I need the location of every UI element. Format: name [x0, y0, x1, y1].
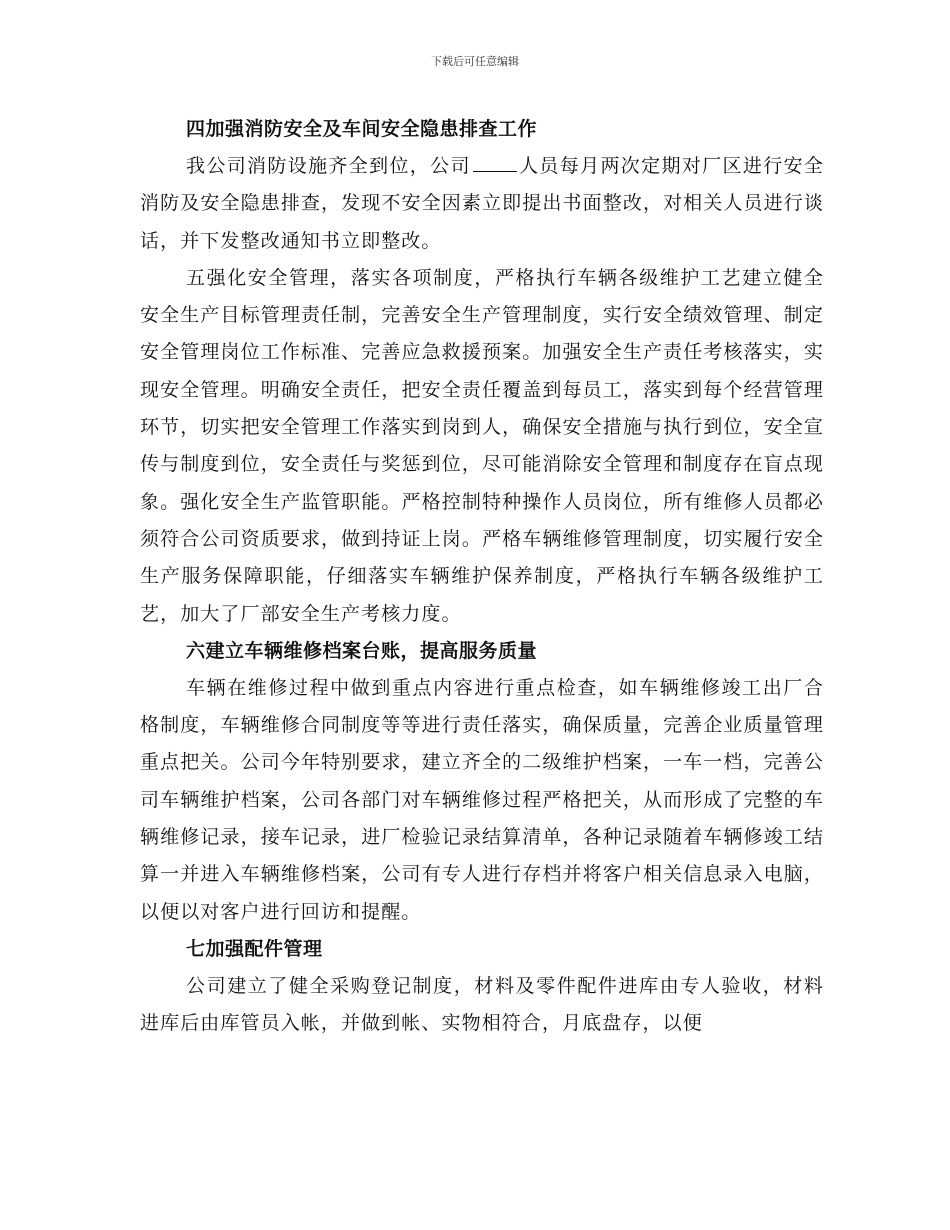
- section-heading-maintenance-records: 六建立车辆维修档案台账，提高服务质量: [186, 639, 538, 662]
- paragraph-fire-safety: [140, 148, 824, 260]
- fill-in-blank: [473, 154, 517, 172]
- paragraph-safety-management: 五强化安全管理，落实各项制度，严格执行车辆各级维护工艺建立健全安全生产目标管理责任制，完善安全生产管理制度，实行安全绩效管理、制定安全管理岗位工作标准、完善应急救援预案。加强安全生产责任考核落实，实现安全管理。明确安全责任，把安全责任覆盖到每员工，落实到每个经营管理环节，切实把安全管理工作落实到岗到人，确保安全措施与执行到位，安全宣传与制度到位，安全责任与奖惩到位，尽可能消除安全管理和制度存在盲点现象。强化安全生产监管职能。严格控制特种操作人员岗位，所有维修人员都必须符合公司资质要求，做到持证上岗。严格车辆维修管理制度，切实履行安全生产服务保障职能，仔细落实车辆维护保养制度，严格执行车辆各级维护工艺，加大了厂部安全生产考核力度。: [140, 266, 824, 625]
- paragraph-maintenance-records: 车辆在维修过程中做到重点内容进行重点检查，如车辆维修竣工出厂合格制度，车辆维修合同制度等等进行责任落实，确保质量，完善企业质量管理重点把关。公司今年特别要求，建立齐全的二级维护档案，一车一档，完善公司车辆维护档案，公司各部门对车辆维修过程严格把关，从而形成了完整的车辆维修记录，接车记录，进厂检验记录结算清单，各种记录随着车辆修竣工结算一并进入车辆维修档案，公司有专人进行存档并将客户相关信息录入电脑，以便以对客户进行回访和提醒。: [140, 676, 824, 923]
- section-heading-fire-safety: 四加强消防安全及车间安全隐患排查工作: [186, 118, 538, 140]
- section-heading-parts-management: 七加强配件管理: [186, 937, 323, 960]
- paragraph-parts-management: 公司建立了健全采购登记制度，材料及零件配件进库由专人验收，材料进库后由库管员入帐，并做到帐、实物相符合，月底盘存，以便: [140, 974, 824, 1035]
- page-header-note: 下载后可任意编辑: [431, 55, 519, 68]
- document-body: [140, 111, 824, 1043]
- paragraph-fire-safety-part1: 我公司消防设施齐全到位，公司: [186, 155, 471, 177]
- paragraph-fire-safety-part2: 人员每月两次定期对厂区进行安全消防及安全隐患排查，发现不安全因素立即提出书面整改，对相关人员进行谈话，并下发整改通知书立即整改。: [140, 155, 824, 252]
